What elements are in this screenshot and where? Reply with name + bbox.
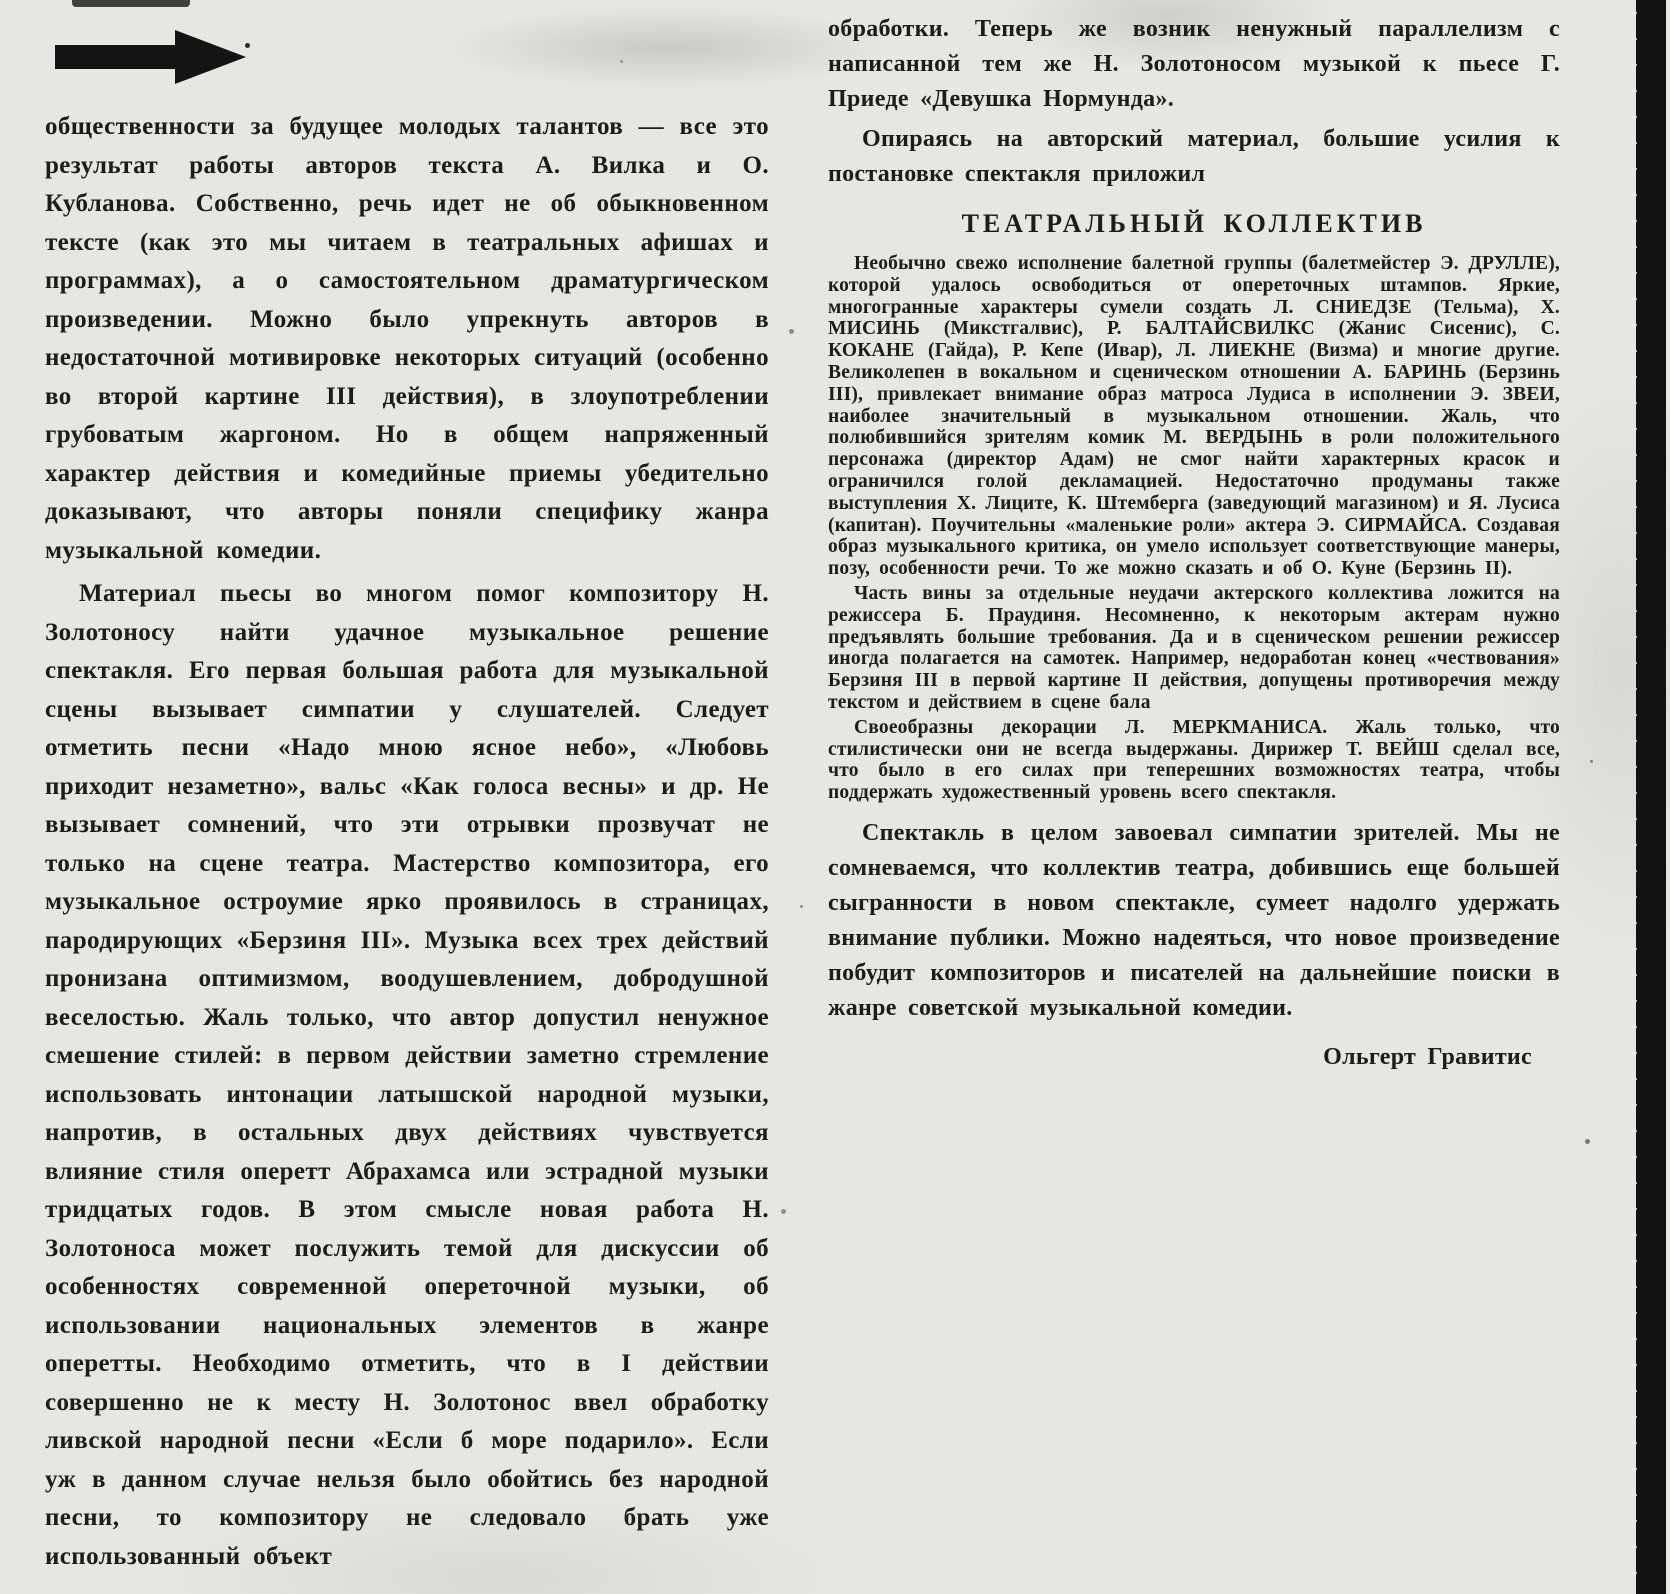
left-column (45, 108, 769, 1581)
scan-specks (0, 0, 3, 3)
pointer-right-arrow-icon (55, 28, 247, 91)
review-detail-block (828, 253, 1560, 804)
scan-deckle-edge (1636, 0, 1666, 1594)
paragraph: Материал пьесы во многом помог композитору Н. Золотоносу найти удачное музыкальное решение спектакля. Его первая большая работа для музыкальной сцены вызывает симпатии у слушателей. Следует отметить песни «Надо мною ясное небо», «Любовь приходит незаметно», вальс «Как голоса весны» и др. Не вызывает сомнений, что эти отрывки прозвучат не только на сцене театра. Мастерство композитора, его музыкальное остроумие ярко проявилось в страницах, пародирующих «Берзиня III». Музыка всех трех действий пронизана оптимизмом, воодушевлением, добродушной веселостью. Жаль только, что автор допустил ненужное смешение стилей: в первом действии заметно стремление использовать интонации латышской народной музыки, напротив, в остальных двух действиях чувствуется влияние стиля оперетт Абрахамса или эстрадной музыки тридцатых годов. В этом смысле новая работа Н. Золотоноса может послужить темой для дискуссии об особенностях современной опереточной музыки, об использовании национальных элементов в жанре оперетты. Необходимо отметить, что в I действии совершенно не к месту Н. Золотонос ввел обработку ливской народной песни «Если б море подарило». Если уж в данном случае нельзя было обойтись без народной песни, то композитору не следовало брать уже использованный объект (45, 580, 769, 1570)
paragraph: Необычно свежо исполнение балетной группы (балетмейстер Э. ДРУЛЛЕ), которой удалось освободиться от опереточных штампов. Яркие, многогранные характеры сумели создать Л. СНИЕДЗЕ (Тельма), Х. МИСИНЬ (Микстгалвис), Р. БАЛТАЙСВИЛКС (Жанис Сисенис), С. КОКАНЕ (Гайда), Р. Кепе (Ивар), Л. ЛИЕКНЕ (Визма) и многие другие. Великолепен в вокальном и сценическом отношении А. БАРИНЬ (Берзинь III), привлекает внимание образ матроса Лудиса в исполнении Э. ЗВЕИ, наиболее значительный в музыкальном отношении. Жаль, что полюбившийся зрителям комик М. ВЕРДЫНЬ в роли положительного персонажа (директор Адам) не смог найти характерных красок и ограничился голой декламацией. Недостаточно продуманы также выступления Х. Лиците, К. Штемберга (заведующий магазином) и Я. Лусиса (капитан). Поучительны «маленькие роли» актера Э. СИРМАЙСА. Создавая образ музыкального критика, он умело использует соответствующие манеры, позу, особенности речи. То же можно сказать и об О. Куне (Берзинь II). (828, 253, 1560, 580)
scan-smudge (72, 0, 190, 7)
paragraph: Своеобразны декорации Л. МЕРКМАНИСА. Жаль только, что стилистически они не всегда выдержаны. Дирижер Т. ВЕЙШ сделал все, что было в его силах при теперешних возможностях театра, чтобы поддержать художественный уровень всего спектакля. (828, 716, 1560, 804)
author-signature: Ольгерт Гравитис (1323, 1043, 1532, 1070)
paragraph: Опираясь на авторский материал, большие усилия к постановке спектакля приложил (828, 126, 1560, 187)
paragraph: Спектакль в целом завоевал симпатии зрителей. Мы не сомневаемся, что коллектив театра, добившись еще большей сыгранности в новом спектакле, сумеет надолго удержать внимание публики. Можно надеяться, что новое произведение побудит композиторов и писателей на дальнейшие поиски в жанре советской музыкальной комедии. (828, 819, 1560, 1021)
paragraph: обработки. Теперь же возник ненужный параллелизм с написанной тем же Н. Золотоносом музыкой к пьесе Г. Приеде «Девушка Нормунда». (828, 16, 1560, 112)
conclusion-block (828, 816, 1560, 1026)
section-heading: ТЕАТРАЛЬНЫЙ КОЛЛЕКТИВ (961, 209, 1427, 238)
paragraph: общественности за будущее молодых талантов — все это результат работы авторов текста А. Вилка и О. Кубланова. Собственно, речь идет не об обыкновенном тексте (как это мы читаем в театральных афишах и программах), а о самостоятельном драматургическом произведении. Можно было упрекнуть авторов в недостаточной мотивировке некоторых ситуаций (особенно во второй картине III действия), в злоупотреблении грубоватым жаргоном. Но в общем напряженный характер действия и комедийные приемы убедительно доказывают, что авторы поняли специфику жанра музыкальной комедии. (45, 113, 769, 564)
right-column (828, 12, 1560, 1075)
paragraph: Часть вины за отдельные неудачи актерского коллектива ложится на режиссера Б. Праудиня. Несомненно, к некоторым актерам нужно предъявлять большие требования. Да и в сценическом решении режиссер иногда полагается на самотек. Например, недоработан конец «чествования» Берзиня III в первой картине II действия, допущены противоречия между текстом и действием в сцене бала (828, 582, 1560, 713)
